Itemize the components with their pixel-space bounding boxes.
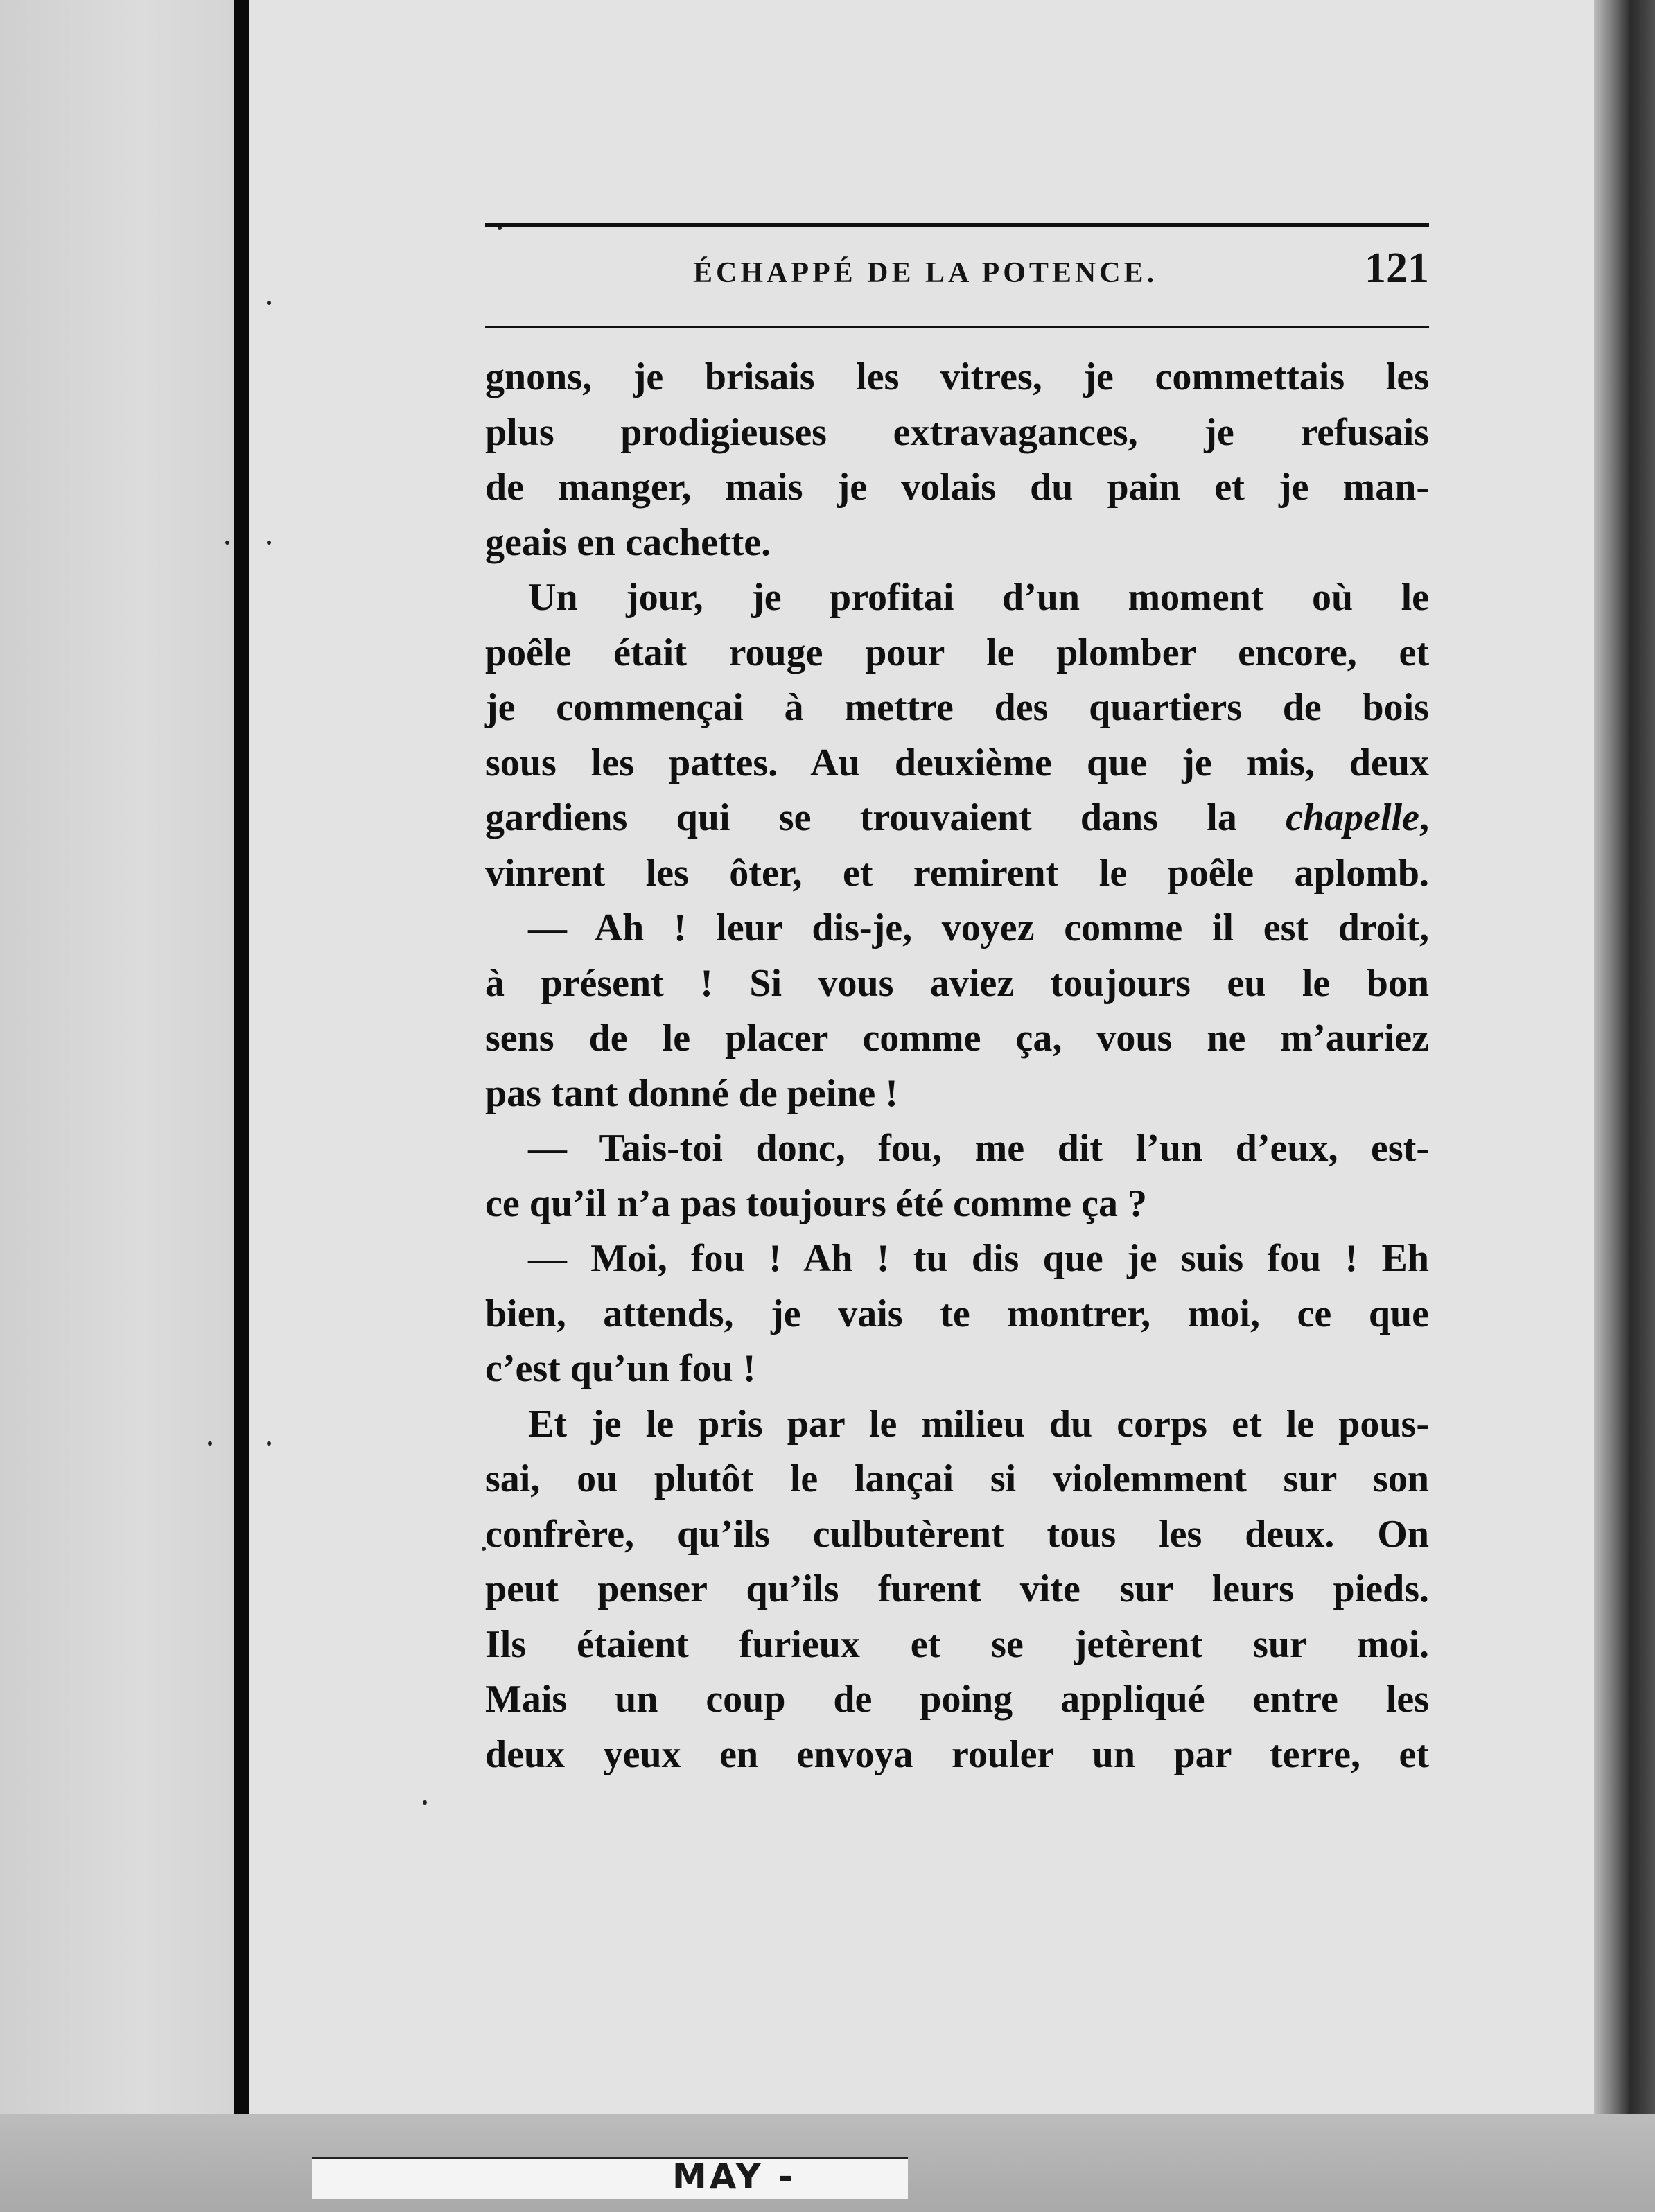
text-line: ce qu’il n’a pas toujours été comme ça ?	[485, 1182, 1147, 1225]
stamp-strip	[312, 2157, 908, 2199]
text-line: geais en cachette.	[485, 520, 771, 564]
page-number: 121	[1365, 245, 1429, 292]
page-edge-shadow	[1594, 0, 1655, 2212]
text-line: Ils étaient furieux et se jetèrent sur moi.	[485, 1622, 1429, 1666]
header-rule-top	[485, 223, 1429, 227]
library-stamp: MAY -	[672, 2157, 796, 2197]
text-line: vinrent les ôter, et remirent le poêle aplomb.	[485, 851, 1429, 895]
text-line: deux yeux en envoya rouler un par terre, et	[485, 1732, 1429, 1776]
italic-word: chapelle	[1286, 796, 1419, 839]
text-line: de manger, mais je volais du pain et je man-	[485, 466, 1429, 509]
text-line: c’est qu’un fou !	[485, 1347, 756, 1390]
text-line: — Moi, fou ! Ah ! tu dis que je suis fou ! Eh	[528, 1237, 1429, 1280]
body-text	[485, 350, 1429, 1782]
text-line: sous les pattes. Au deuxième que je mis, deux	[485, 741, 1429, 784]
text-line: confrère, qu’ils culbutèrent tous les deux. On	[485, 1512, 1429, 1556]
text-line: peut penser qu’ils furent vite sur leurs pieds.	[485, 1568, 1429, 1610]
speck	[225, 541, 229, 545]
text-line: pas tant donné de peine !	[485, 1071, 898, 1115]
speck	[267, 301, 271, 305]
text-run: gardiens qui se trouvaient dans la	[485, 796, 1286, 839]
text-line	[485, 791, 1429, 846]
text-line: sens de le placer comme ça, vous ne m’auriez	[485, 1017, 1429, 1060]
text-run: ,	[1419, 796, 1429, 839]
text-line: Et je le pris par le milieu du corps et le pous-	[528, 1402, 1429, 1446]
text-line: à présent ! Si vous aviez toujours eu le bon	[485, 961, 1429, 1005]
running-header	[485, 244, 1429, 313]
text-line: je commençai à mettre des quartiers de bois	[485, 686, 1429, 729]
speck	[208, 1441, 212, 1446]
text-line: Mais un coup de poing appliqué entre les	[485, 1678, 1429, 1721]
text-line: Un jour, je profitai d’un moment où le	[528, 576, 1429, 619]
speck	[267, 541, 271, 545]
text-line: poêle était rouge pour le plomber encore, et	[485, 631, 1429, 674]
text-line: bien, attends, je vais te montrer, moi, ce que	[485, 1292, 1429, 1335]
text-line: — Tais-toi donc, fou, me dit l’un d’eux, est-	[528, 1127, 1429, 1170]
text-line: plus prodigieuses extravagances, je refusais	[485, 410, 1429, 454]
header-rule-bottom	[485, 326, 1429, 328]
text-line: — Ah ! leur dis-je, voyez comme il est droit,	[528, 906, 1429, 949]
text-line: sai, ou plutôt le lançai si violemment sur son	[485, 1457, 1429, 1500]
facing-page-edge	[0, 0, 236, 2212]
running-title: ÉCHAPPÉ DE LA POTENCE.	[693, 257, 1158, 289]
text-line: gnons, je brisais les vitres, je commettais les	[485, 356, 1429, 398]
speck	[423, 1800, 427, 1805]
speck	[267, 1441, 271, 1446]
binding-gutter	[234, 0, 249, 2212]
